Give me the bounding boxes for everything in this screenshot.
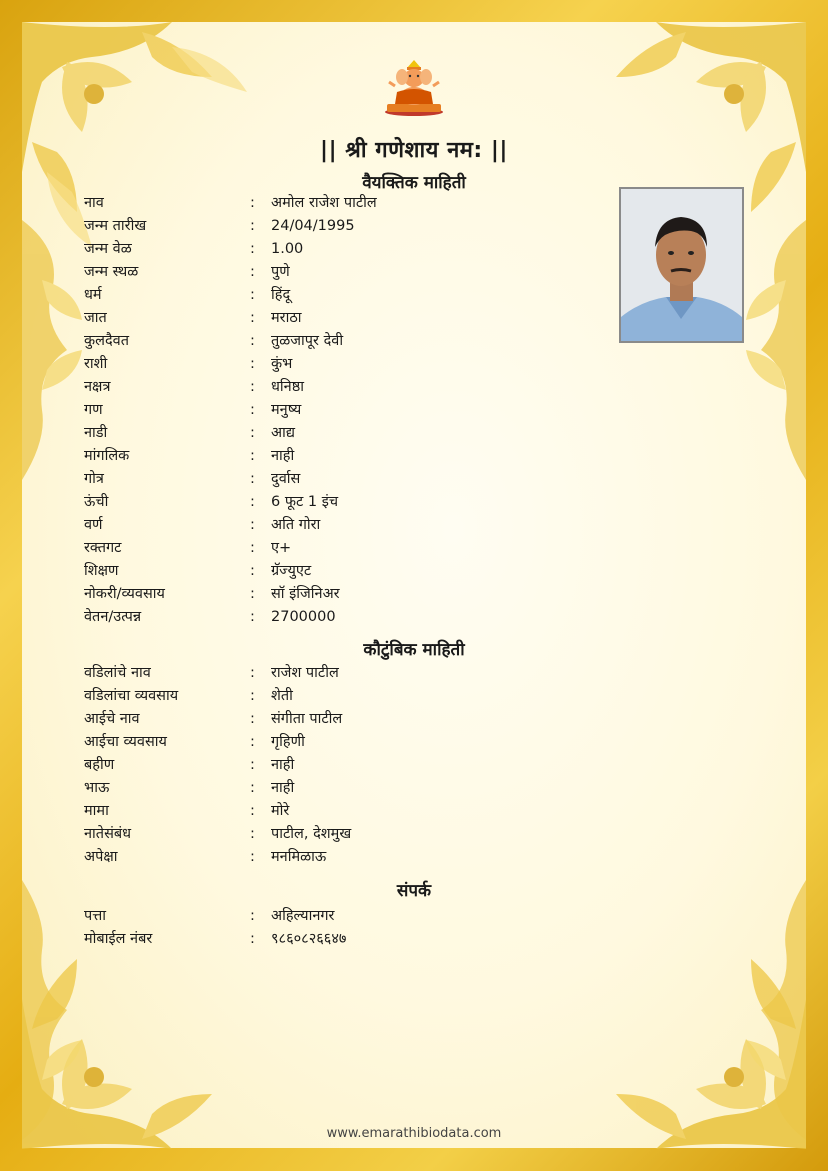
detail-label: गण	[84, 402, 103, 418]
detail-value: गृहिणी	[271, 734, 305, 750]
detail-value: मनुष्य	[271, 402, 302, 418]
detail-label: नक्षत्र	[84, 379, 111, 395]
detail-value: 1.00	[271, 241, 304, 257]
detail-value: अमोल राजेश पाटील	[271, 195, 377, 211]
separator-colon: :	[250, 425, 255, 441]
detail-label: आईचा व्यवसाय	[84, 734, 167, 750]
separator-colon: :	[250, 379, 255, 395]
separator-colon: :	[250, 609, 255, 625]
detail-label: मांगलिक	[84, 448, 130, 464]
detail-label: वडिलांचे नाव	[84, 665, 151, 681]
detail-label: वेतन/उत्पन्न	[84, 609, 142, 625]
side-ornament-icon	[22, 880, 92, 1140]
detail-label: वर्ण	[84, 517, 103, 533]
detail-label: मामा	[84, 803, 109, 819]
separator-colon: :	[250, 471, 255, 487]
personal-section-title: वैयक्तिक माहिती	[362, 173, 466, 193]
detail-value: ए+	[271, 540, 292, 556]
detail-label: रक्तगट	[84, 540, 122, 556]
detail-value: पाटील, देशमुख	[271, 826, 352, 842]
separator-colon: :	[250, 586, 255, 602]
detail-value: नाही	[271, 780, 295, 796]
detail-value: धनिष्ठा	[271, 379, 305, 395]
separator-colon: :	[250, 665, 255, 681]
profile-photo	[619, 187, 744, 343]
detail-label: गोत्र	[84, 471, 104, 487]
detail-label: शिक्षण	[84, 563, 119, 579]
detail-label: नोकरी/व्यवसाय	[84, 586, 165, 602]
detail-value: अहिल्यानगर	[271, 908, 335, 924]
detail-label: जन्म वेळ	[84, 241, 132, 257]
separator-colon: :	[250, 448, 255, 464]
separator-colon: :	[250, 402, 255, 418]
detail-label: कुलदैवत	[84, 333, 129, 349]
detail-label: आईचे नाव	[84, 711, 140, 727]
separator-colon: :	[250, 494, 255, 510]
detail-label: अपेक्षा	[84, 849, 118, 865]
detail-value: 2700000	[271, 609, 336, 625]
detail-value: सॉ इंजिनिअर	[271, 586, 340, 602]
detail-label: भाऊ	[84, 780, 110, 796]
detail-label: नाडी	[84, 425, 108, 441]
detail-label: मोबाईल नंबर	[84, 931, 153, 947]
separator-colon: :	[250, 931, 255, 947]
separator-colon: :	[250, 517, 255, 533]
detail-value: नाही	[271, 448, 295, 464]
separator-colon: :	[250, 734, 255, 750]
separator-colon: :	[250, 688, 255, 704]
website-footer[interactable]: www.emarathibiodata.com	[326, 1126, 502, 1141]
detail-value: मनमिळाऊ	[271, 849, 327, 865]
detail-value: आद्य	[271, 425, 295, 441]
separator-colon: :	[250, 780, 255, 796]
side-ornament-icon	[736, 880, 806, 1140]
separator-colon: :	[250, 711, 255, 727]
separator-colon: :	[250, 310, 255, 326]
separator-colon: :	[250, 908, 255, 924]
separator-colon: :	[250, 849, 255, 865]
separator-colon: :	[250, 241, 255, 257]
detail-value: 24/04/1995	[271, 218, 355, 234]
person-photo-icon	[621, 189, 742, 341]
detail-value: पुणे	[271, 264, 290, 280]
separator-colon: :	[250, 287, 255, 303]
detail-label: पत्ता	[84, 908, 107, 924]
ganesh-icon	[383, 52, 445, 116]
detail-value: ९८६०८२६६४७	[271, 931, 347, 947]
detail-label: बहीण	[84, 757, 115, 773]
separator-colon: :	[250, 803, 255, 819]
contact-section-title: संपर्क	[396, 881, 432, 901]
side-ornament-icon	[22, 220, 92, 480]
detail-value: अति गोरा	[271, 517, 321, 533]
separator-colon: :	[250, 356, 255, 372]
detail-value: कुंभ	[271, 356, 293, 372]
family-section-title: कौटुंबिक माहिती	[363, 640, 465, 660]
separator-colon: :	[250, 540, 255, 556]
detail-value: हिंदू	[271, 287, 291, 303]
detail-label: नातेसंबंध	[84, 826, 132, 842]
detail-value: शेती	[271, 688, 293, 704]
detail-value: मोरे	[271, 803, 290, 819]
side-ornament-icon	[736, 220, 806, 480]
detail-value: तुळजापूर देवी	[271, 333, 344, 349]
separator-colon: :	[250, 757, 255, 773]
separator-colon: :	[250, 195, 255, 211]
separator-colon: :	[250, 264, 255, 280]
detail-value: संगीता पाटील	[271, 711, 343, 727]
detail-label: धर्म	[84, 287, 102, 303]
detail-value: ग्रॅज्युएट	[271, 563, 312, 579]
detail-value: राजेश पाटील	[271, 665, 339, 681]
detail-value: दुर्वास	[271, 471, 301, 487]
detail-label: ऊंची	[84, 494, 109, 510]
detail-label: राशी	[84, 356, 108, 372]
separator-colon: :	[250, 826, 255, 842]
detail-value: नाही	[271, 757, 295, 773]
detail-value: मराठा	[271, 310, 302, 326]
detail-label: जन्म तारीख	[84, 218, 147, 234]
detail-label: नाव	[84, 195, 104, 211]
separator-colon: :	[250, 333, 255, 349]
detail-label: जात	[84, 310, 107, 326]
detail-label: वडिलांचा व्यवसाय	[84, 688, 179, 704]
separator-colon: :	[250, 563, 255, 579]
page-title: || श्री गणेशाय नम: ||	[320, 138, 508, 163]
detail-value: 6 फूट 1 इंच	[271, 494, 339, 510]
separator-colon: :	[250, 218, 255, 234]
detail-label: जन्म स्थळ	[84, 264, 139, 280]
